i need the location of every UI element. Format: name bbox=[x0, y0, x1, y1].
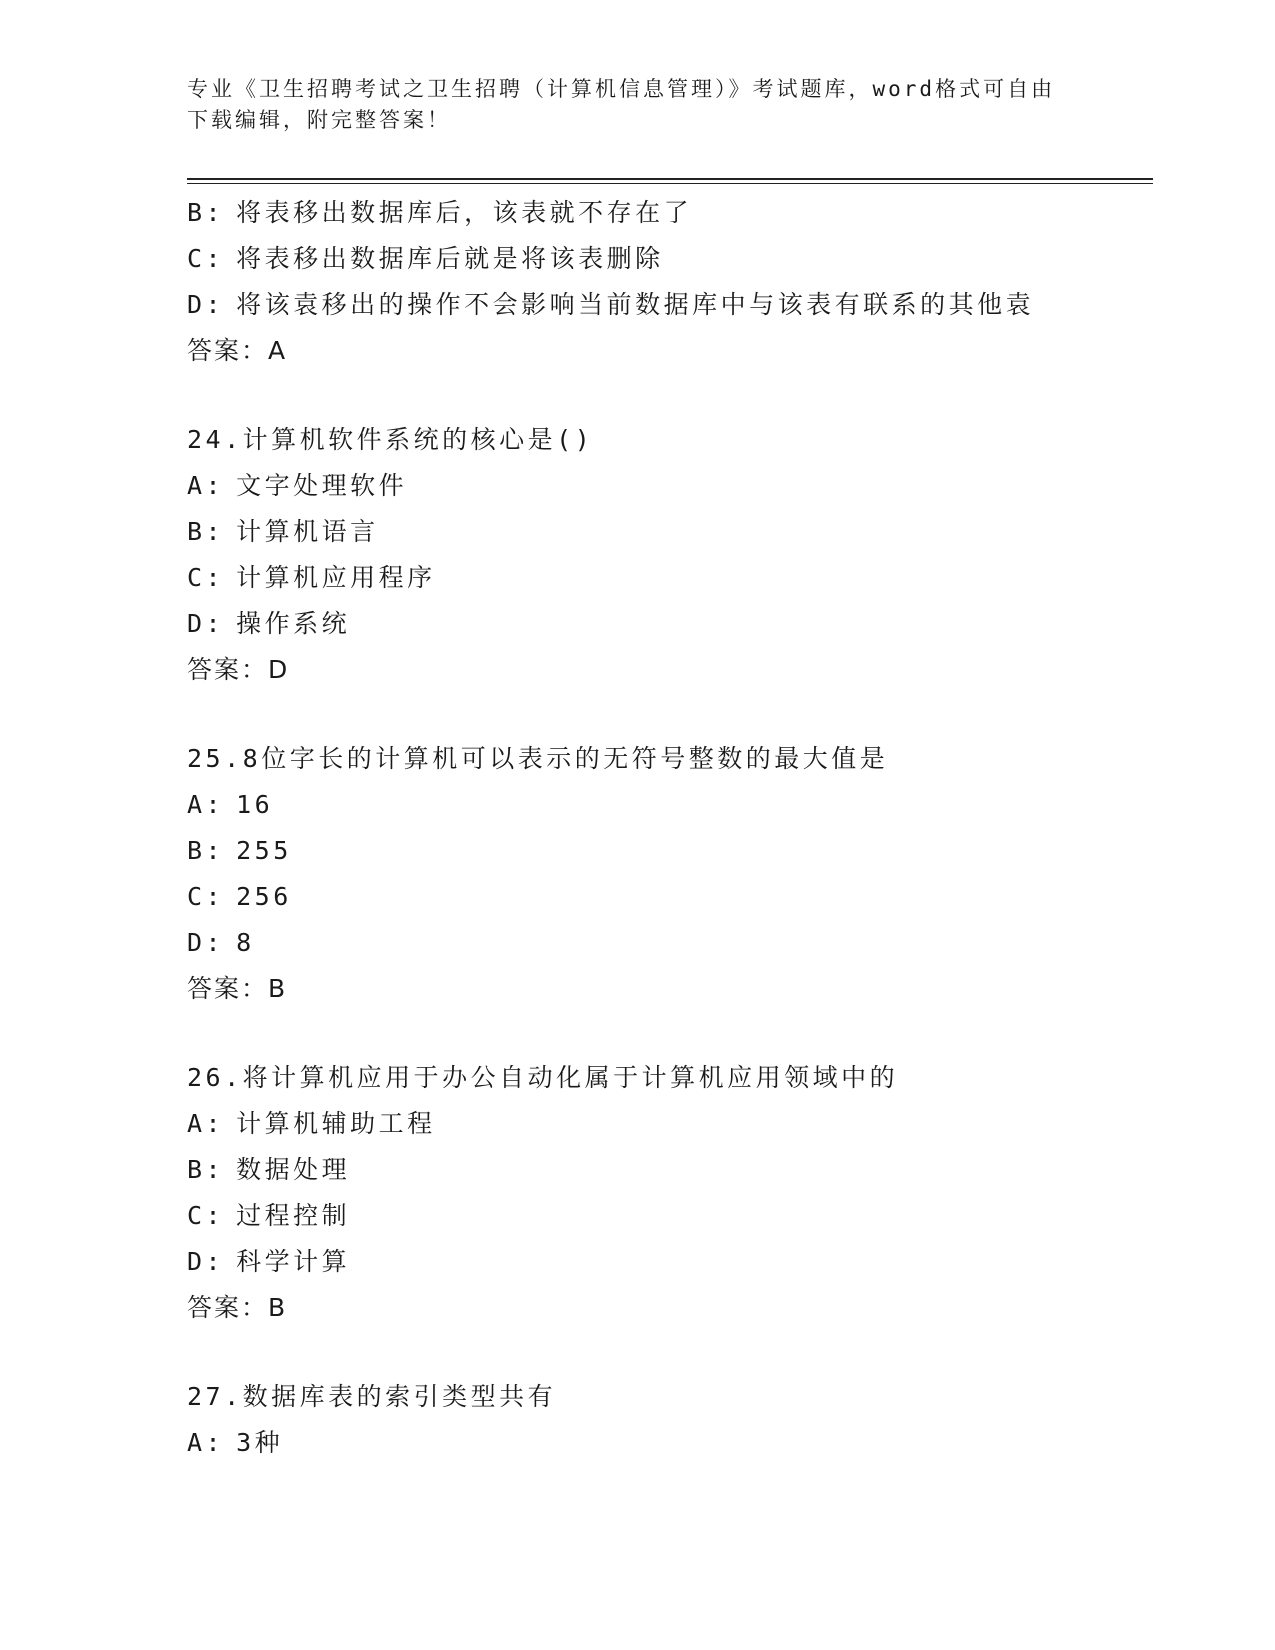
option-letter: A: bbox=[187, 471, 225, 500]
option-text: 计算机语言 bbox=[236, 517, 379, 546]
option-line bbox=[187, 190, 1153, 236]
option-text: 3种 bbox=[236, 1428, 284, 1457]
option-letter: B: bbox=[187, 517, 225, 546]
option-letter: A: bbox=[187, 790, 225, 819]
partial-question bbox=[187, 190, 1153, 374]
option-letter: C: bbox=[187, 563, 225, 592]
option-letter: D: bbox=[187, 1247, 225, 1276]
option-text: 计算机应用程序 bbox=[236, 563, 436, 592]
question-stem: 26.将计算机应用于办公自动化属于计算机应用领域中的 bbox=[187, 1063, 899, 1092]
option-letter: C: bbox=[187, 244, 225, 273]
option-line bbox=[187, 1147, 1153, 1193]
option-letter: A: bbox=[187, 1428, 225, 1457]
option-text: 将表移出数据库后，该表就不存在了 bbox=[236, 198, 693, 227]
answer-line: 答案：B bbox=[187, 974, 288, 1003]
option-line bbox=[187, 1239, 1153, 1285]
answer-line: 答案：A bbox=[187, 336, 288, 365]
option-letter: B: bbox=[187, 836, 225, 865]
option-line bbox=[187, 236, 1153, 282]
question-stem: 25.8位字长的计算机可以表示的无符号整数的最大值是 bbox=[187, 744, 889, 773]
option-text: 操作系统 bbox=[236, 609, 351, 638]
answer-line: 答案：D bbox=[187, 655, 290, 684]
question-block bbox=[187, 417, 1153, 693]
option-letter: C: bbox=[187, 882, 225, 911]
answer-line: 答案：B bbox=[187, 1293, 288, 1322]
option-line bbox=[187, 1101, 1153, 1147]
option-text: 16 bbox=[236, 790, 274, 819]
option-letter: D: bbox=[187, 609, 225, 638]
option-line bbox=[187, 782, 1153, 828]
question-block bbox=[187, 1055, 1153, 1331]
option-line bbox=[187, 828, 1153, 874]
document-header: 专业《卫生招聘考试之卫生招聘（计算机信息管理）》考试题库，word格式可自由下载编辑，附完整答案！ bbox=[187, 77, 1056, 132]
option-line bbox=[187, 282, 1153, 328]
option-text: 256 bbox=[236, 882, 292, 911]
header-divider-thin bbox=[187, 183, 1153, 184]
option-text: 文字处理软件 bbox=[236, 471, 408, 500]
option-text: 255 bbox=[236, 836, 292, 865]
option-letter: B: bbox=[187, 198, 225, 227]
option-text: 计算机辅助工程 bbox=[236, 1109, 436, 1138]
option-letter: D: bbox=[187, 928, 225, 957]
option-text: 将表移出数据库后就是将该表删除 bbox=[236, 244, 664, 273]
option-letter: B: bbox=[187, 1155, 225, 1184]
question-block bbox=[187, 1374, 1153, 1466]
option-line bbox=[187, 1420, 1153, 1466]
option-line bbox=[187, 920, 1153, 966]
option-text: 数据处理 bbox=[236, 1155, 351, 1184]
option-line bbox=[187, 509, 1153, 555]
option-line bbox=[187, 555, 1153, 601]
option-line bbox=[187, 1193, 1153, 1239]
option-text: 8 bbox=[236, 928, 255, 957]
option-line bbox=[187, 874, 1153, 920]
question-list bbox=[187, 190, 1153, 1466]
option-letter: D: bbox=[187, 290, 225, 319]
option-text: 将该袁移出的操作不会影响当前数据库中与该表有联系的其他袁 bbox=[236, 290, 1035, 319]
question-stem: 27.数据库表的索引类型共有 bbox=[187, 1382, 557, 1411]
option-letter: C: bbox=[187, 1201, 225, 1230]
option-line bbox=[187, 601, 1153, 647]
question-block bbox=[187, 736, 1153, 1012]
header-divider-thick bbox=[187, 178, 1153, 180]
option-letter: A: bbox=[187, 1109, 225, 1138]
option-line bbox=[187, 463, 1153, 509]
question-stem: 24.计算机软件系统的核心是() bbox=[187, 425, 594, 454]
option-text: 过程控制 bbox=[236, 1201, 351, 1230]
option-text: 科学计算 bbox=[236, 1247, 351, 1276]
